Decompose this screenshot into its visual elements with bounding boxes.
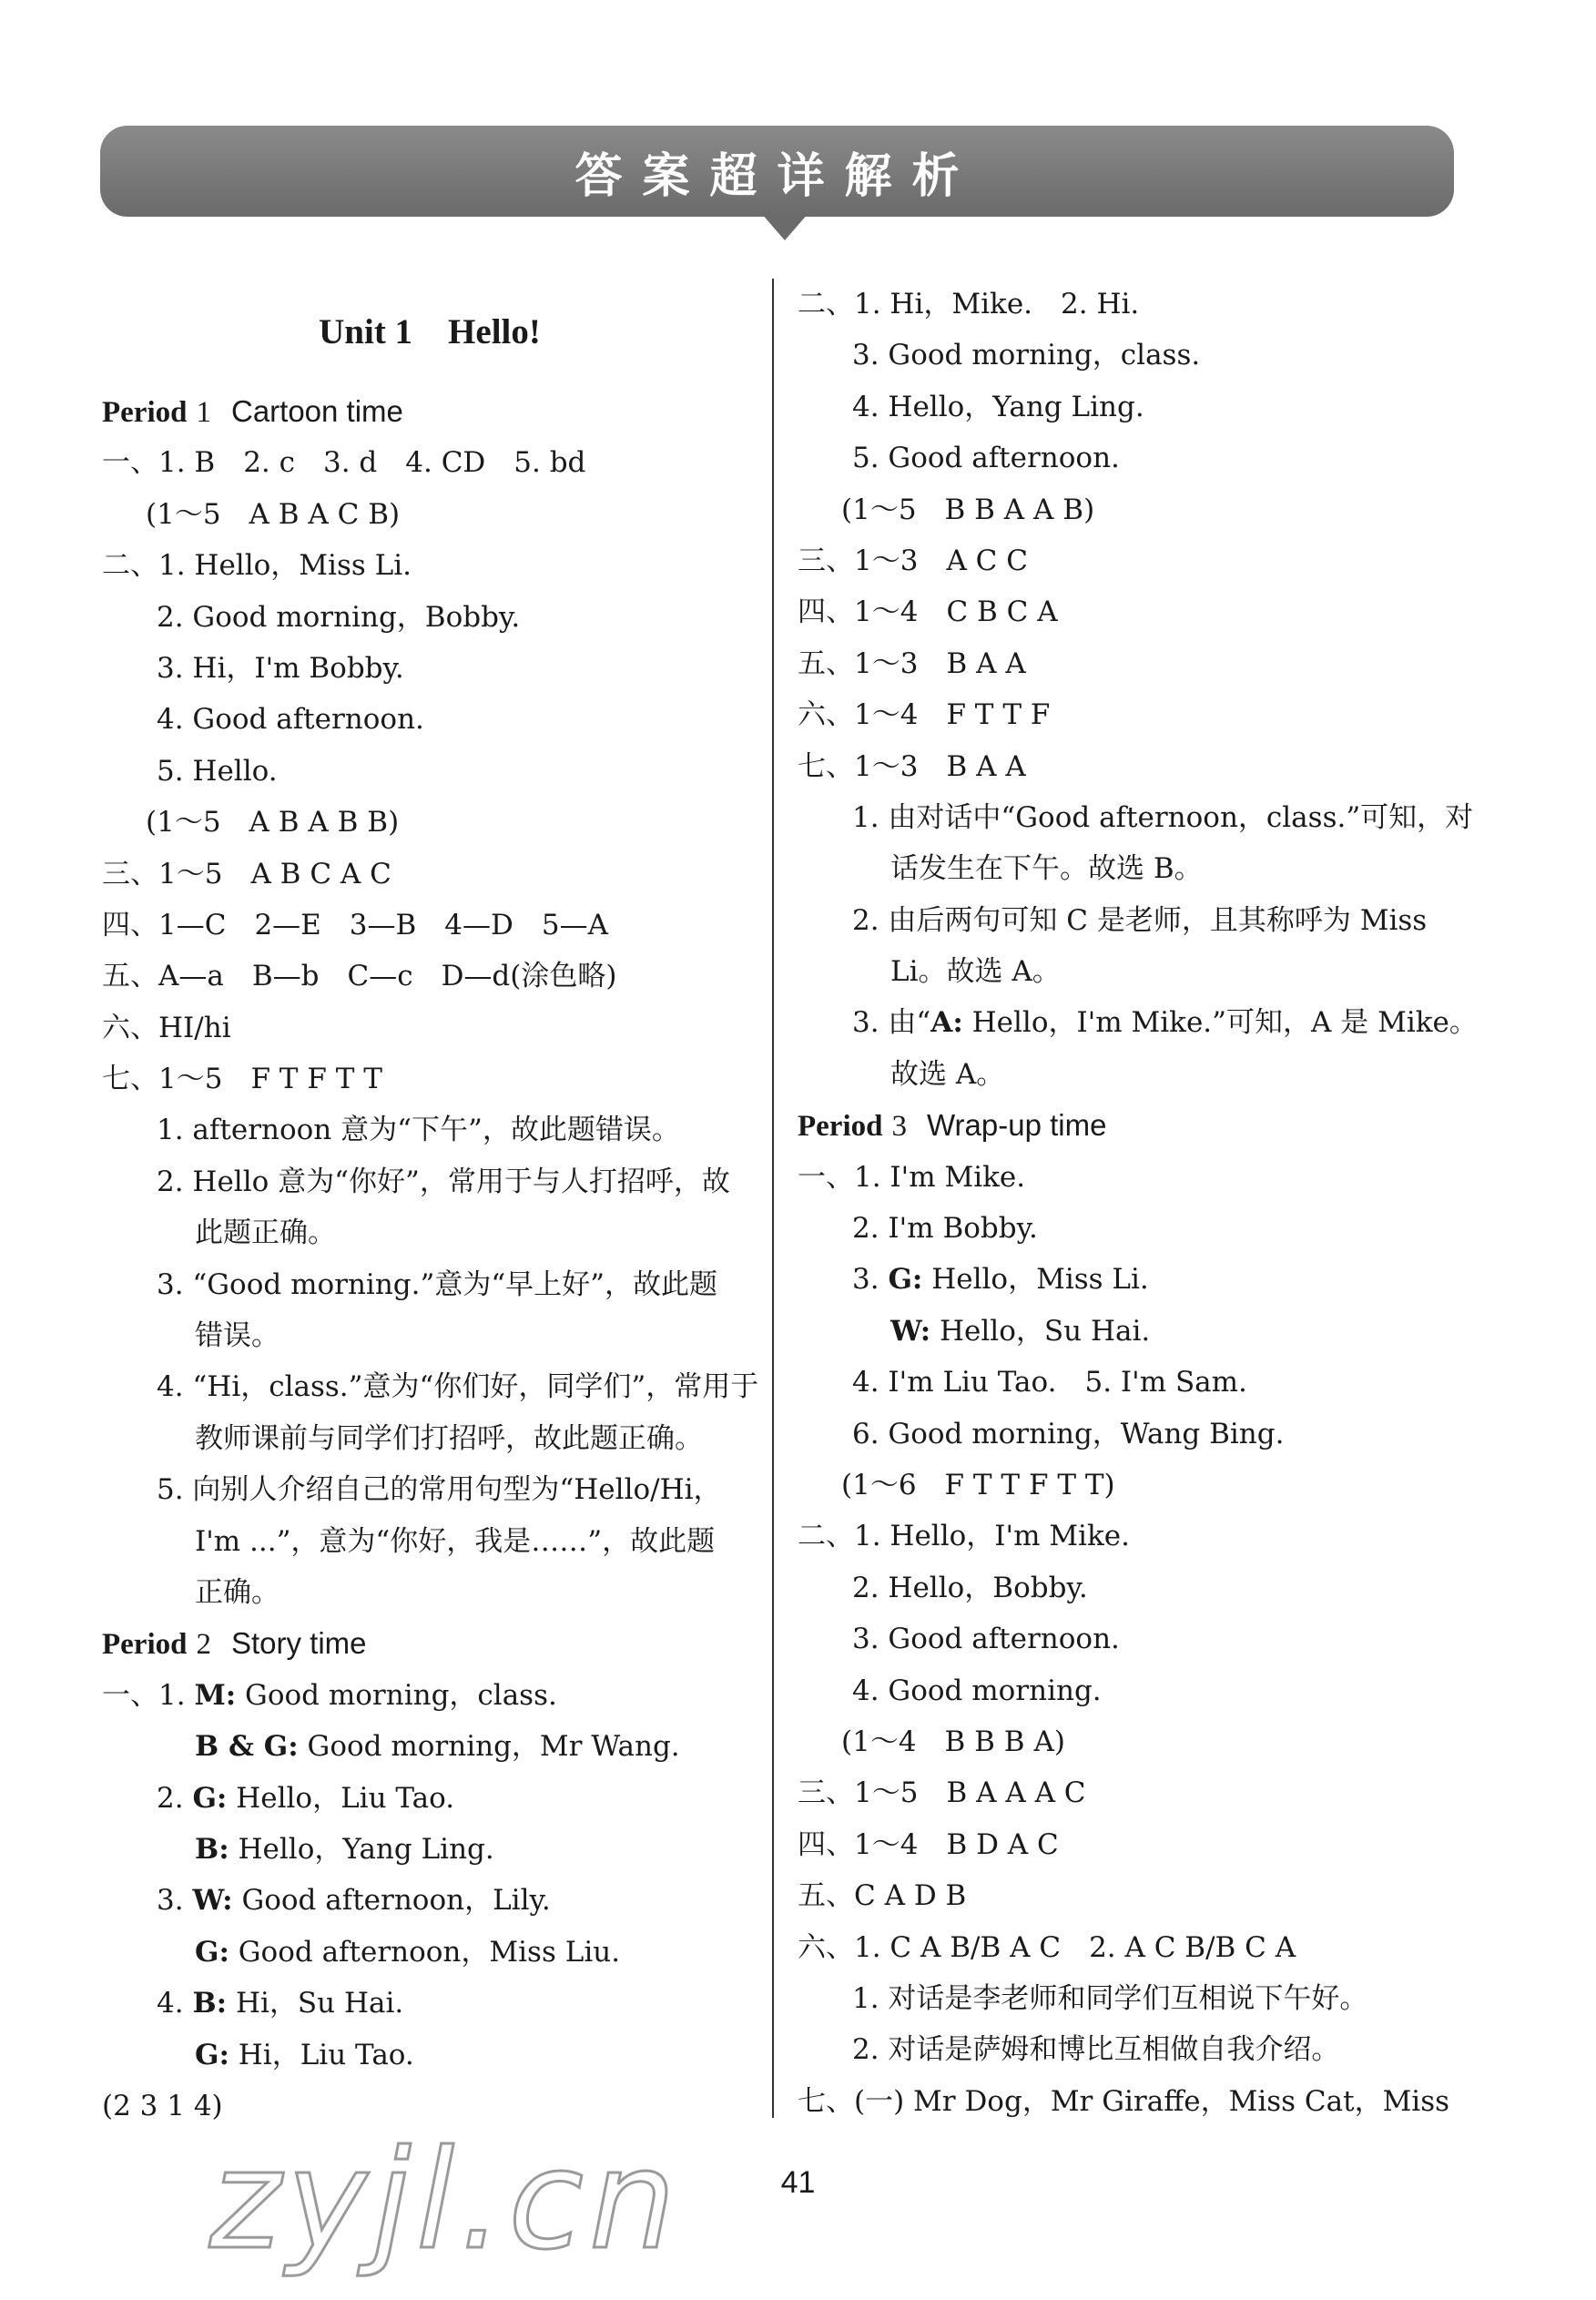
speaker: G: bbox=[195, 1935, 229, 1969]
answer-line: 2. I'm Bobby. bbox=[852, 1212, 1038, 1246]
period-word: Period bbox=[102, 396, 188, 429]
explanation-line: 话发生在下午。故选 B。 bbox=[890, 852, 1203, 886]
period-heading bbox=[102, 1618, 757, 1669]
dialogue-text: Hello，Liu Tao. bbox=[227, 1781, 455, 1815]
banner-notch bbox=[761, 213, 808, 240]
answer-line: 2. Hello，Bobby. bbox=[852, 1571, 1088, 1604]
dialogue-line bbox=[798, 1306, 1489, 1357]
period-word: Period bbox=[798, 1110, 883, 1144]
answer-line: (2 3 1 4) bbox=[102, 2089, 223, 2122]
dialogue-line bbox=[102, 1721, 757, 1772]
speaker: W: bbox=[890, 1314, 931, 1348]
explanation-line: 2. Hello 意为“你好”，常用于与人打招呼，故 bbox=[157, 1165, 730, 1198]
answer-line: 四、1～4 B D A C bbox=[798, 1827, 1059, 1861]
period-heading bbox=[798, 1100, 1489, 1151]
answer-line: 六、1～4 F T T F bbox=[798, 698, 1051, 732]
answer-line: 二、1. Hi，Mike. 2. Hi. bbox=[798, 288, 1140, 321]
explanation-line: 1. 由对话中“Good afternoon，class.”可知，对 bbox=[852, 800, 1474, 834]
item-prefix: 4. bbox=[157, 1987, 193, 2020]
column-divider bbox=[772, 279, 774, 2118]
explanation-line: I'm ...”，意为“你好，我是……”，故此题 bbox=[195, 1524, 716, 1558]
dialogue-text: Good afternoon，Miss Liu. bbox=[229, 1935, 621, 1969]
speaker: G: bbox=[195, 2038, 229, 2071]
dialogue-text: Hello，Miss Li. bbox=[922, 1263, 1149, 1297]
site-watermark: zyjl.cn bbox=[209, 2122, 682, 2280]
unit-title: Unit 1 Hello! bbox=[319, 312, 541, 351]
dialogue-text: Hello，I'm Mike.”可知，A 是 Mike。 bbox=[962, 1006, 1478, 1040]
answer-line: 五、C A D B bbox=[798, 1879, 967, 1913]
dialogue-line bbox=[102, 1773, 757, 1824]
item-prefix: 3. 由“ bbox=[852, 1006, 931, 1040]
speaker: W: bbox=[192, 1884, 233, 1918]
answer-line: (1～6 F T T F T T) bbox=[841, 1468, 1115, 1501]
explanation-line: 4. “Hi，class.”意为“你们好，同学们”，常用于 bbox=[157, 1370, 759, 1404]
period-name: Story time bbox=[230, 1626, 367, 1661]
explanation-line: 1. 对话是李老师和同学们互相说下午好。 bbox=[852, 1981, 1368, 2015]
answer-line: 四、1～4 C B C A bbox=[798, 595, 1058, 629]
dialogue-text: Hi，Liu Tao. bbox=[229, 2038, 414, 2071]
answer-line: 三、1～5 A B C A C bbox=[102, 857, 391, 890]
answer-line: 五、A—a B—b C—c D—d(涂色略) bbox=[102, 960, 617, 993]
answer-line: 三、1～5 B A A A C bbox=[798, 1776, 1086, 1810]
answer-line: 6. Good morning，Wang Bing. bbox=[852, 1417, 1285, 1450]
explanation-line: 3. “Good morning.”意为“早上好”，故此题 bbox=[157, 1267, 718, 1301]
explanation-line: 2. 对话是萨姆和博比互相做自我介绍。 bbox=[852, 2033, 1340, 2067]
explanation-line: 5. 向别人介绍自己的常用句型为“Hello/Hi， bbox=[157, 1473, 722, 1507]
answer-line: 4. Good morning. bbox=[852, 1674, 1102, 1707]
dialogue-text: Hi，Su Hai. bbox=[227, 1987, 404, 2020]
explanation-line: 此题正确。 bbox=[195, 1216, 336, 1250]
period-word: Period bbox=[102, 1628, 188, 1662]
period-heading bbox=[102, 386, 757, 437]
dialogue-line bbox=[102, 1824, 757, 1875]
answer-line: (1～5 A B A B B) bbox=[146, 806, 400, 840]
dialogue-line bbox=[102, 1927, 757, 1978]
dialogue-line bbox=[102, 1875, 757, 1926]
dialogue-line bbox=[102, 1978, 757, 2029]
answer-line: 七、1～3 B A A bbox=[798, 749, 1026, 783]
period-number: 2 bbox=[196, 1628, 211, 1662]
right-column bbox=[798, 279, 1489, 2127]
period-name: Wrap-up time bbox=[926, 1108, 1107, 1143]
answer-line: 四、1—C 2—E 3—B 4—D 5—A bbox=[102, 908, 608, 941]
answer-line: 5. Good afternoon. bbox=[852, 442, 1120, 475]
answer-line: 六、HI/hi bbox=[102, 1011, 231, 1044]
explanation-line: 教师课前与同学们打招呼，故此题正确。 bbox=[195, 1421, 703, 1455]
answer-line: 4. Good afternoon. bbox=[157, 703, 424, 737]
page-title: 答案超详解析 bbox=[574, 148, 980, 204]
dialogue-text: Good morning，Mr Wang. bbox=[298, 1730, 680, 1764]
item-prefix: 一、1. bbox=[102, 1678, 195, 1712]
speaker: A: bbox=[930, 1006, 963, 1040]
answer-line: 一、1. B 2. c 3. d 4. CD 5. bd bbox=[102, 446, 586, 480]
answer-line: 3. Good afternoon. bbox=[852, 1623, 1120, 1656]
answer-line: 六、1. C A B/B A C 2. A C B/B C A bbox=[798, 1930, 1296, 1964]
answer-line: 二、1. Hello，Miss Li. bbox=[102, 549, 412, 583]
dialogue-text: Good morning，class. bbox=[236, 1678, 557, 1712]
answer-line: 3. Hi，I'm Bobby. bbox=[157, 651, 404, 685]
answer-line: 4. I'm Liu Tao. 5. I'm Sam. bbox=[852, 1366, 1247, 1399]
answer-line: 五、1～3 B A A bbox=[798, 646, 1026, 680]
answer-line: (1～5 A B A C B) bbox=[146, 497, 401, 531]
period-number: 1 bbox=[196, 396, 211, 429]
explanation-line: 2. 由后两句可知 C 是老师，且其称呼为 Miss bbox=[852, 903, 1428, 937]
speaker: B: bbox=[192, 1987, 228, 2020]
explanation-line: 错误。 bbox=[195, 1319, 280, 1353]
explanation-line bbox=[798, 997, 1489, 1048]
answer-line: (1～5 B B A A B) bbox=[841, 493, 1095, 526]
dialogue-line bbox=[102, 1670, 757, 1721]
answer-line: 二、1. Hello，I'm Mike. bbox=[798, 1520, 1130, 1553]
dialogue-text: Hello，Su Hai. bbox=[930, 1314, 1151, 1348]
dialogue-line bbox=[798, 1254, 1489, 1305]
explanation-line: 故选 A。 bbox=[890, 1057, 1005, 1091]
speaker: B: bbox=[195, 1832, 229, 1866]
header-banner bbox=[100, 126, 1454, 217]
answer-line: 七、(一) Mr Dog，Mr Giraffe，Miss Cat，Miss bbox=[798, 2084, 1450, 2118]
item-prefix: 2. bbox=[157, 1781, 193, 1815]
explanation-line: 正确。 bbox=[195, 1575, 280, 1609]
answer-line: 5. Hello. bbox=[157, 754, 278, 788]
page-number: 41 bbox=[780, 2165, 816, 2200]
answer-line: (1～4 B B B A) bbox=[841, 1725, 1065, 1758]
answer-line: 一、1. I'm Mike. bbox=[798, 1160, 1026, 1194]
speaker: B & G: bbox=[195, 1730, 299, 1764]
answer-line: 三、1～3 A C C bbox=[798, 544, 1028, 577]
answer-line: 3. Good morning，class. bbox=[852, 339, 1201, 372]
period-number: 3 bbox=[891, 1110, 907, 1144]
speaker: M: bbox=[194, 1678, 237, 1712]
item-prefix: 3. bbox=[852, 1263, 889, 1297]
dialogue-text: Hello，Yang Ling. bbox=[229, 1832, 494, 1866]
period-name: Cartoon time bbox=[230, 394, 403, 428]
item-prefix: 3. bbox=[157, 1884, 193, 1918]
left-column bbox=[102, 279, 757, 2132]
speaker: G: bbox=[888, 1263, 923, 1297]
dialogue-text: Good afternoon，Lily. bbox=[232, 1884, 551, 1918]
answer-line: 4. Hello，Yang Ling. bbox=[852, 390, 1144, 423]
explanation-line: 1. afternoon 意为“下午”，故此题错误。 bbox=[157, 1114, 680, 1147]
explanation-line: Li。故选 A。 bbox=[890, 955, 1061, 989]
speaker: G: bbox=[192, 1781, 228, 1815]
dialogue-line bbox=[102, 2030, 757, 2081]
answer-line: 七、1～5 F T F T T bbox=[102, 1063, 382, 1096]
answer-line: 2. Good morning，Bobby. bbox=[157, 600, 521, 634]
